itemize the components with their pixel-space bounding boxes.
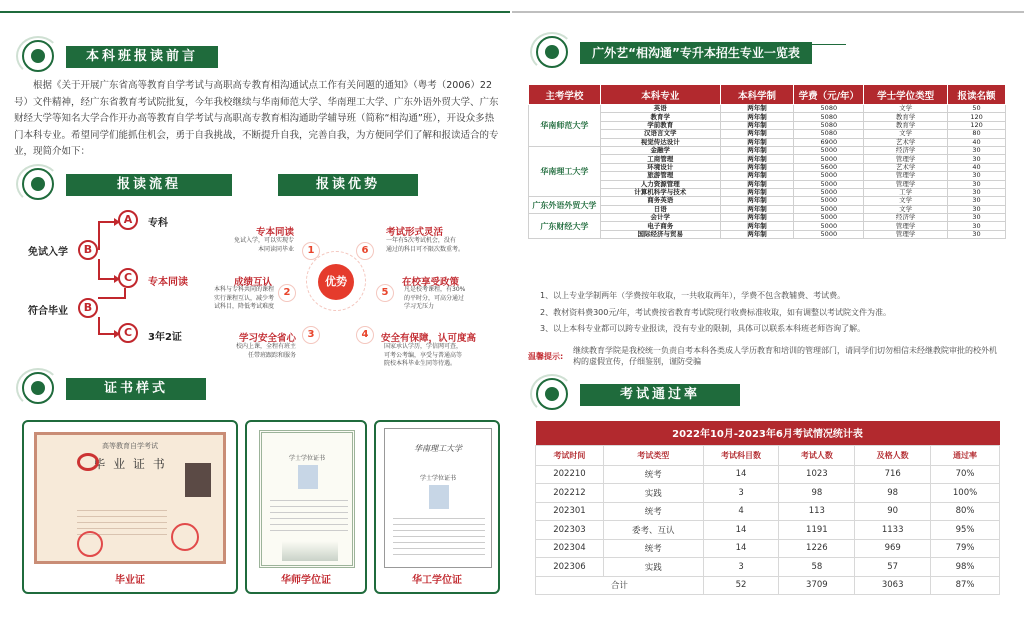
- table-row: [529, 155, 1006, 163]
- table-cell: 969: [855, 539, 931, 558]
- table-cell: 6900: [794, 138, 864, 146]
- cert-caption: 华工学位证: [412, 575, 462, 586]
- advantage-desc-3: 校内上课，全程有班主 任带班跟踪和服务: [235, 343, 296, 359]
- advantage-title-2: 成绩互认: [233, 277, 272, 288]
- table-cell: 52: [703, 576, 779, 595]
- table-cell: 工学: [864, 188, 948, 196]
- scut-cert-image: [384, 428, 492, 568]
- table-cell: 202306: [536, 558, 604, 577]
- table-row: [529, 146, 1006, 154]
- table-cell: 100%: [931, 484, 1000, 503]
- table-cell: 两年制: [720, 130, 794, 138]
- stats-header-cell: 通过率: [931, 445, 1000, 465]
- table-cell: 文学: [864, 205, 948, 213]
- table-cell: 30: [948, 214, 1006, 222]
- majors-section-header: [536, 36, 1006, 70]
- table-cell: 5000: [794, 214, 864, 222]
- pass-title: 考试通过率: [580, 384, 740, 406]
- table-cell: 58: [779, 558, 855, 577]
- table-row: [529, 197, 1006, 205]
- table-cell: 两年制: [720, 230, 794, 238]
- table-cell: 5000: [794, 222, 864, 230]
- cert-caption: 华师学位证: [281, 575, 331, 586]
- tip-label: 温馨提示:: [528, 352, 564, 361]
- table-row: [529, 130, 1006, 138]
- table-cell: 两年制: [720, 113, 794, 121]
- table-cell: 57: [855, 558, 931, 577]
- note-1: 1、以上专业学制两年（学费按年收取，一共收取两年），学费不包含教辅费、考试费。: [540, 291, 846, 300]
- advantage-title-3: 学习安全省心: [238, 333, 296, 344]
- scut-cert-heading: 华南理工大学: [414, 444, 462, 453]
- table-cell: 两年制: [720, 214, 794, 222]
- table-cell: 30: [948, 180, 1006, 188]
- table-cell: 3: [703, 558, 779, 577]
- table-row: [529, 121, 1006, 129]
- table-cell: 98: [779, 484, 855, 503]
- table-cell: 30: [948, 172, 1006, 180]
- stats-header-cell: 考试时间: [536, 445, 604, 465]
- table-cell: 商务英语: [600, 197, 720, 205]
- advantage-desc-4: 国家承认学历，学信网可查， 可考公考编，享受与普通高等 院校本科毕业生同等待遇。: [384, 343, 463, 367]
- table-cell: 5000: [794, 188, 864, 196]
- advantage-title-4: 安全有保障，认可度高: [381, 333, 477, 344]
- advantage-number-3: 3: [302, 326, 320, 344]
- circle-icon: [22, 372, 54, 404]
- table-cell: 艺术学: [864, 138, 948, 146]
- cert-section-header: [22, 372, 502, 406]
- flow-section-header: [22, 168, 262, 202]
- table-cell: 工商管理: [600, 155, 720, 163]
- table-cell: 教育学: [864, 121, 948, 129]
- table-cell: 5080: [794, 113, 864, 121]
- table-cell: 5000: [794, 180, 864, 188]
- cert-title: 证书样式: [66, 378, 206, 400]
- flow-node-b1: B: [78, 240, 98, 260]
- table-cell: 电子商务: [600, 222, 720, 230]
- school-name: 广东外语外贸大学: [529, 197, 601, 214]
- table-cell: 40: [948, 138, 1006, 146]
- stats-header-cell: 考试科目数: [703, 445, 779, 465]
- circle-icon: [22, 40, 54, 72]
- table-cell: 英语: [600, 105, 720, 113]
- table-cell: 文学: [864, 197, 948, 205]
- advantage-title-5: 在校享受政策: [402, 277, 460, 288]
- table-cell: 两年制: [720, 197, 794, 205]
- table-cell: 经济学: [864, 214, 948, 222]
- table-cell: 统考: [603, 502, 703, 521]
- table-cell: 30: [948, 155, 1006, 163]
- table-cell: 3: [703, 484, 779, 503]
- circle-icon: [22, 168, 54, 200]
- table-cell: 95%: [931, 521, 1000, 540]
- table-cell: 两年制: [720, 188, 794, 196]
- advantage-number-2: 2: [278, 284, 296, 302]
- table-cell: 管理学: [864, 230, 948, 238]
- table-row: [536, 502, 1000, 521]
- advantage-desc-5: 凡是校考课程，有30% 的平时分，可高分通过 学习无压力: [404, 286, 466, 310]
- advantage-desc-2: 本科与专科共同的课程 实行课程互认，减少考 试科目，降低考试难度: [213, 286, 274, 310]
- table-cell: 环境设计: [600, 163, 720, 171]
- table-row: [529, 172, 1006, 180]
- table-cell: 14: [703, 539, 779, 558]
- cert-card-scnu: [245, 420, 367, 594]
- table-cell: 87%: [931, 576, 1000, 595]
- school-name: 华南师范大学: [529, 105, 601, 147]
- table-cell: 合计: [536, 576, 704, 595]
- table-cell: 管理学: [864, 155, 948, 163]
- table-cell: 管理学: [864, 180, 948, 188]
- advantage-desc-6: 一年有5次考试机会，没有 通过的科目可不限次数重考。: [386, 237, 465, 253]
- table-cell: 学前教育: [600, 121, 720, 129]
- table-cell: 管理学: [864, 222, 948, 230]
- table-cell: 国际经济与贸易: [600, 230, 720, 238]
- table-cell: 经济学: [864, 146, 948, 154]
- tip-text: 继续教育学院是我校统一负责自考本科各类成人学历教育和培训的管理部门，请同学们切勿相信未经继教院审批的校外机构的虚假宣传，仔细鉴别，谨防受骗: [573, 346, 997, 366]
- table-cell: 14: [703, 521, 779, 540]
- table-row: [536, 558, 1000, 577]
- stats-header-cell: 考试类型: [603, 445, 703, 465]
- table-cell: 视觉传达设计: [600, 138, 720, 146]
- table-cell: 113: [779, 502, 855, 521]
- table-row: [529, 222, 1006, 230]
- majors-table: [528, 84, 1006, 239]
- scut-cert-subheading: 学士学位证书: [419, 475, 456, 482]
- table-cell: 实践: [603, 484, 703, 503]
- table-cell: 1191: [779, 521, 855, 540]
- scnu-cert-image: [259, 430, 355, 568]
- table-cell: 202210: [536, 465, 604, 484]
- flow-label-c2: 3年2证: [148, 332, 182, 343]
- table-row: [536, 465, 1000, 484]
- diploma-seal-icon: [77, 531, 103, 557]
- table-cell: 5080: [794, 121, 864, 129]
- table-cell: 3063: [855, 576, 931, 595]
- table-cell: 4: [703, 502, 779, 521]
- table-cell: 两年制: [720, 138, 794, 146]
- table-cell: 79%: [931, 539, 1000, 558]
- intro-text: 根据《关于开展广东省高等教育自学考试与高职高专教育相沟通试点工作有关问题的通知》（粤考（2006）22号）文件精神，经广东省教育考试院批复，今年我校继续与华南师范大学、华南理工大学、广东外语外贸大学、广东财经大学等知名大学合作开办高等教育自学考试与高职高专教育相沟通助学辅导班（简称“相沟通”班），开设众多热门本科专业。希望同学们能抓住机会，勇于自我挑战，不断提升自我，完善自我，为方便同学们了解和报读适合的专业，现简介如下：: [14, 80, 499, 157]
- stats-header-cell: 考试人数: [779, 445, 855, 465]
- cert-card-scut: [374, 420, 500, 594]
- table-cell: 50: [948, 105, 1006, 113]
- table-cell: 202303: [536, 521, 604, 540]
- table-cell: 80%: [931, 502, 1000, 521]
- table-cell: 120: [948, 113, 1006, 121]
- table-row: [529, 113, 1006, 121]
- advantage-title-6: 考试形式灵活: [386, 227, 444, 238]
- table-cell: 金融学: [600, 146, 720, 154]
- table-cell: 120: [948, 121, 1006, 129]
- table-cell: 两年制: [720, 146, 794, 154]
- flow-label-c1: 专本同读: [148, 277, 188, 288]
- table-cell: 14: [703, 465, 779, 484]
- table-cell: 5080: [794, 130, 864, 138]
- table-cell: 5000: [794, 205, 864, 213]
- advantage-number-6: 6: [356, 242, 374, 260]
- table-cell: 30: [948, 146, 1006, 154]
- table-cell: 716: [855, 465, 931, 484]
- diploma-seal-icon: [171, 523, 199, 551]
- table-row: [529, 205, 1006, 213]
- table-cell: 会计学: [600, 214, 720, 222]
- stats-title: 2022年10月-2023年6月考试情况统计表: [536, 421, 1000, 445]
- table-cell: 30: [948, 188, 1006, 196]
- circle-icon: [536, 378, 568, 410]
- table-cell: 30: [948, 222, 1006, 230]
- table-cell: 5600: [794, 163, 864, 171]
- intro-title: 本科班报读前言: [66, 46, 218, 68]
- flow-label-a: 专科: [148, 218, 168, 229]
- table-cell: 两年制: [720, 172, 794, 180]
- flow-node-c2: C: [118, 323, 138, 343]
- table-cell: 人力资源管理: [600, 180, 720, 188]
- stats-table: [535, 421, 1000, 595]
- table-cell: 管理学: [864, 172, 948, 180]
- top-rule-left: [0, 11, 510, 13]
- table-cell: 委考、互认: [603, 521, 703, 540]
- table-row: [529, 214, 1006, 222]
- table-cell: 30: [948, 197, 1006, 205]
- table-cell: 统考: [603, 539, 703, 558]
- table-cell: 1133: [855, 521, 931, 540]
- scut-photo: [429, 485, 449, 509]
- majors-header-cell: 学费（元/年）: [794, 85, 864, 105]
- table-cell: 30: [948, 205, 1006, 213]
- table-cell: 文学: [864, 105, 948, 113]
- scnu-photo: [298, 465, 318, 489]
- advantage-number-4: 4: [356, 326, 374, 344]
- intro-section-header: [22, 40, 502, 74]
- table-row: [536, 484, 1000, 503]
- school-name: 广东财经大学: [529, 214, 601, 239]
- table-cell: 旅游管理: [600, 172, 720, 180]
- table-cell: 5080: [794, 105, 864, 113]
- table-row: [529, 105, 1006, 113]
- cert-card-diploma: [22, 420, 238, 594]
- table-cell: 两年制: [720, 180, 794, 188]
- table-cell: 5000: [794, 230, 864, 238]
- table-row: [529, 188, 1006, 196]
- table-row: [529, 138, 1006, 146]
- table-cell: 实践: [603, 558, 703, 577]
- diploma-heading: 高等教育自学考试: [102, 442, 158, 450]
- table-cell: 两年制: [720, 121, 794, 129]
- table-cell: 98: [855, 484, 931, 503]
- top-rule-right: [512, 11, 1024, 13]
- table-cell: 80: [948, 130, 1006, 138]
- table-cell: 教育学: [864, 113, 948, 121]
- majors-header-cell: 报读名额: [948, 85, 1006, 105]
- cert-caption: 毕业证: [115, 575, 145, 586]
- table-cell: 教育学: [600, 113, 720, 121]
- table-row: [529, 163, 1006, 171]
- diploma-photo: [185, 463, 211, 497]
- table-cell: 文学: [864, 130, 948, 138]
- table-cell: 5000: [794, 197, 864, 205]
- table-cell: 5000: [794, 155, 864, 163]
- advantage-desc-1: 免试入学，可以实现专 本同读同毕业: [233, 237, 294, 253]
- table-cell: 202301: [536, 502, 604, 521]
- table-cell: 5000: [794, 172, 864, 180]
- table-cell: 两年制: [720, 163, 794, 171]
- stats-header-cell: 及格人数: [855, 445, 931, 465]
- school-name: 华南理工大学: [529, 146, 601, 196]
- table-cell: 计算机科学与技术: [600, 188, 720, 196]
- circle-icon: [536, 36, 568, 68]
- majors-header-cell: 本科学制: [720, 85, 794, 105]
- table-cell: 两年制: [720, 205, 794, 213]
- advantage-center: 优势: [318, 264, 354, 300]
- advantage-section-header: [252, 168, 502, 202]
- stats-total-row: [536, 576, 1000, 595]
- majors-header-cell: 学士学位类型: [864, 85, 948, 105]
- flow-label-b2: 符合毕业: [28, 306, 68, 317]
- note-3: 3、以上本科专业都可以跨专业报读，没有专业的限制，具体可以联系本科班老师咨询了解。: [540, 324, 866, 333]
- table-cell: 日语: [600, 205, 720, 213]
- table-cell: 98%: [931, 558, 1000, 577]
- majors-header-cell: 本科专业: [600, 85, 720, 105]
- pass-section-header: [536, 378, 1006, 412]
- advantage-number-1: 1: [302, 242, 320, 260]
- table-cell: 艺术学: [864, 163, 948, 171]
- flow-node-c1: C: [118, 268, 138, 288]
- table-cell: 统考: [603, 465, 703, 484]
- advantage-number-5: 5: [376, 284, 394, 302]
- stats-header-row: [536, 445, 1000, 465]
- advantage-title: 报读优势: [278, 174, 418, 196]
- diploma-image: [34, 432, 226, 564]
- table-row: [529, 180, 1006, 188]
- flow-label-b1: 免试入学: [28, 247, 68, 258]
- table-cell: 两年制: [720, 222, 794, 230]
- diploma-subheading: 毕 业 证 书: [93, 457, 167, 471]
- note-2: 2、教材资料费300元/年，考试费按省教育考试院现行收费标准收取，如有调整以考试院文件为准。: [540, 308, 892, 317]
- flow-node-b2: B: [78, 298, 98, 318]
- table-row: [529, 230, 1006, 238]
- table-cell: 两年制: [720, 105, 794, 113]
- table-cell: 70%: [931, 465, 1000, 484]
- table-cell: 202212: [536, 484, 604, 503]
- flow-title: 报读流程: [66, 174, 232, 196]
- table-cell: 3709: [779, 576, 855, 595]
- majors-table-header: [529, 85, 1006, 105]
- table-cell: 40: [948, 163, 1006, 171]
- diploma-emblem-icon: [77, 453, 99, 471]
- table-cell: 202304: [536, 539, 604, 558]
- majors-title: 广外艺“相沟通”专升本招生专业一览表: [580, 42, 812, 64]
- table-cell: 90: [855, 502, 931, 521]
- majors-header-cell: 主考学校: [529, 85, 601, 105]
- table-cell: 1226: [779, 539, 855, 558]
- table-row: [536, 539, 1000, 558]
- table-row: [536, 521, 1000, 540]
- table-cell: 两年制: [720, 155, 794, 163]
- flow-node-a: A: [118, 210, 138, 230]
- table-cell: 1023: [779, 465, 855, 484]
- table-cell: 30: [948, 230, 1006, 238]
- table-cell: 汉语言文学: [600, 130, 720, 138]
- advantage-title-1: 专本同读: [255, 227, 294, 238]
- scnu-cert-heading: 学士学位证书: [288, 455, 325, 462]
- table-cell: 5000: [794, 146, 864, 154]
